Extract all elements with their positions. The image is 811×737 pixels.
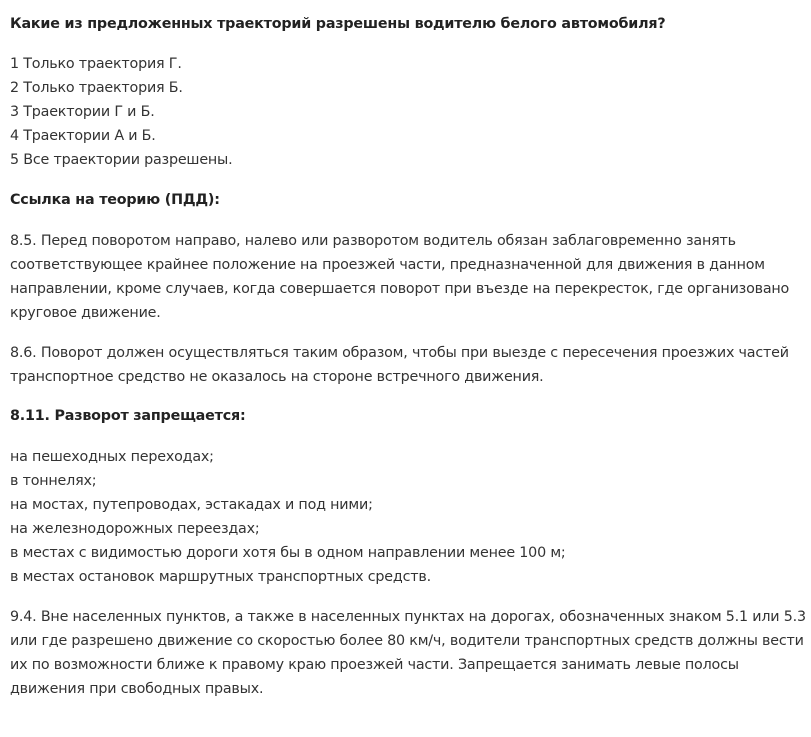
rule-8-6-line-2: транспортное средство не оказалось на стороне встречного движения. [10, 369, 544, 385]
rule-8-6-line-1: 8.6. Поворот должен осуществляться таким образом, чтобы при выезде с пересечения проезжих частей [10, 345, 789, 361]
rule-8-5-line-1: 8.5. Перед поворотом направо, налево или разворотом водитель обязан заблаговременно занять [10, 233, 736, 249]
answer-option-1: 1 Только траектория Г. [10, 56, 182, 72]
rule-8-11-item-5: в местах с видимостью дороги хотя бы в одном направлении менее 100 м; [10, 545, 566, 561]
rule-8-5-line-2: соответствующее крайнее положение на проезжей части, предназначенной для движения в данном [10, 257, 765, 273]
rule-9-4-line-4: движения при свободных правых. [10, 681, 264, 697]
answer-option-3: 3 Траектории Г и Б. [10, 104, 155, 120]
theory-heading: Ссылка на теорию (ПДД): [10, 192, 220, 208]
rule-8-11-item-3: на мостах, путепроводах, эстакадах и под ними; [10, 497, 373, 513]
rule-9-4-line-1: 9.4. Вне населенных пунктов, а также в населенных пунктах на дорогах, обозначенных знаком 5.1 или 5.3 [10, 609, 806, 625]
question-title: Какие из предложенных траекторий разрешены водителю белого автомобиля? [10, 16, 666, 32]
answer-option-2: 2 Только траектория Б. [10, 80, 183, 96]
rule-8-5-line-4: круговое движение. [10, 305, 161, 321]
answer-option-5: 5 Все траектории разрешены. [10, 152, 233, 168]
rule-8-11-item-6: в местах остановок маршрутных транспортных средств. [10, 569, 431, 585]
rule-8-5-line-3: направлении, кроме случаев, когда совершается поворот при въезде на перекресток, где организовано [10, 281, 790, 297]
answer-option-4: 4 Траектории А и Б. [10, 128, 156, 144]
rule-9-4-line-3: их по возможности ближе к правому краю проезжей части. Запрещается занимать левые полосы [10, 657, 739, 673]
rule-9-4-line-2: или где разрешено движение со скоростью более 80 км/ч, водители транспортных средств должны вести [10, 633, 804, 649]
rule-8-11-item-4: на железнодорожных переездах; [10, 521, 260, 537]
rule-8-11-item-1: на пешеходных переходах; [10, 449, 214, 465]
rule-8-11-item-2: в тоннелях; [10, 473, 97, 489]
rule-8-11-heading: 8.11. Разворот запрещается: [10, 408, 246, 424]
